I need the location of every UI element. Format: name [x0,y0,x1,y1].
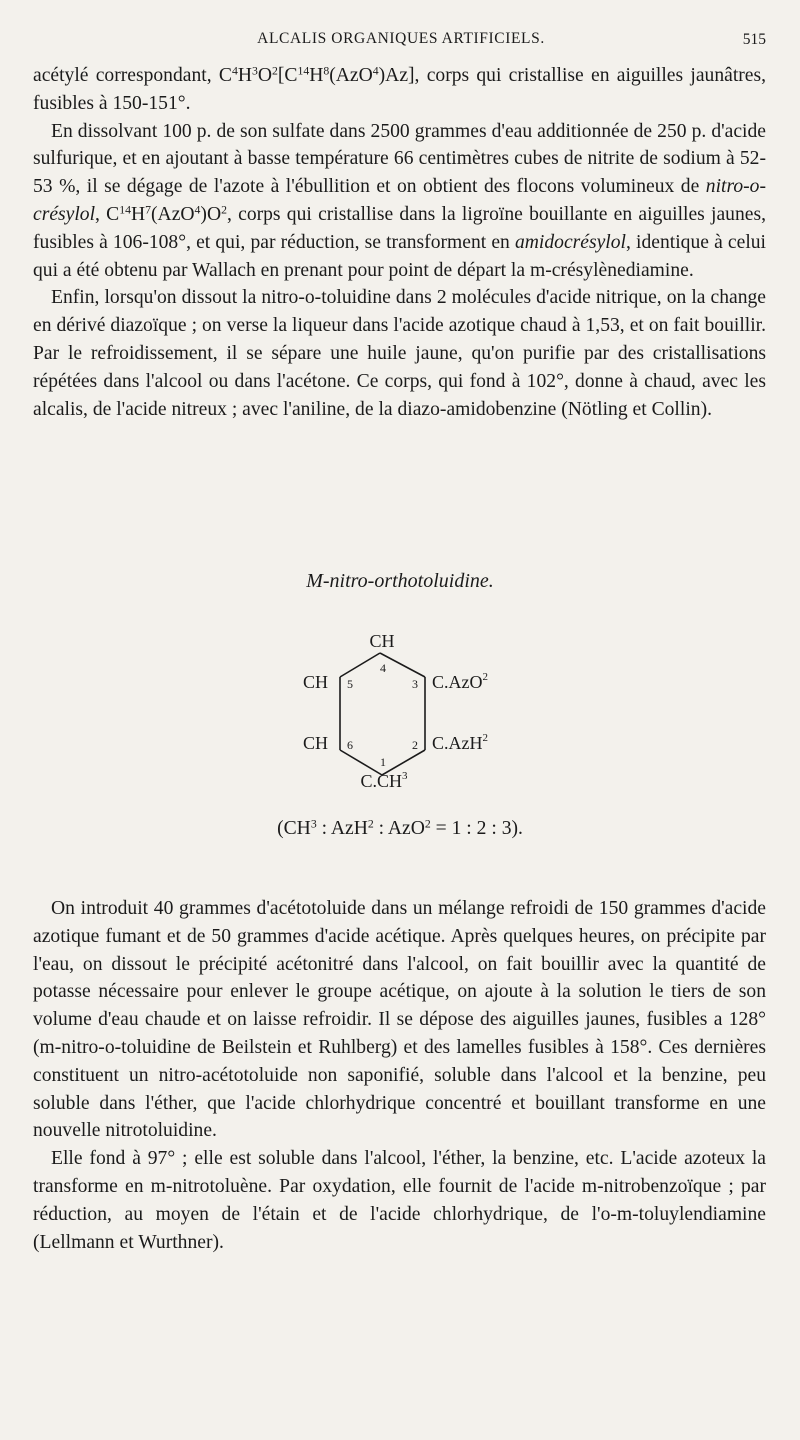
position-number: 2 [412,738,418,752]
ring-bond [340,653,380,677]
structural-formula [0,620,800,810]
position-number: 6 [347,738,353,752]
atom-bottom: $C.CH^3$ [360,770,408,791]
atom-top: CH [369,631,395,651]
text-block-top [33,62,766,423]
position-number: 3 [412,677,418,691]
position-number: 5 [347,677,353,691]
position-number: 4 [380,661,386,675]
section-heading: M-nitro-orthotoluidine. [306,570,494,592]
running-title: ALCALIS ORGANIQUES ARTIFICIELS. [257,30,545,47]
atom-right-lower: C.AzH$^2$ [432,732,488,753]
atom-right-upper: C.AzO$^2$ [432,671,488,692]
paragraph-diazo: Enfin, lorsqu'on dissout la nitro-o-toluidine dans 2 molécules d'acide nitrique, on la change en dérivé diazoïque ; on verse la liqueur dans l'acide azotique chaud à 1,53, et on fait bouillir. Par le refroidissement, il se sépare une huile jaune, qu'on purifie par des cristallisations répétées dans l'alcool ou dans l'acétone. Ce corps, qui fond à 102°, donne à chaud, avec les alcalis, de l'acide nitreux ; avec l'aniline, de la diazo-amidobenzine (Nötling et Collin). [33,287,766,420]
paragraph-nitro-cresylol: En dissolvant 100 p. de son sulfate dans 2500 grammes d'eau additionnée de 250 p. d'acide sulfurique, et en ajoutant à basse température 66 centimètres cubes de nitrite de sodium à 52-53 %, il se dégage de l'azote à l'ébullition et on obtient des flocons volumineux de nitro-o-crésylol, $C^{14}H^7(AzO^4)O^2$, corps qui cristallise dans la ligroïne bouillante en aiguilles jaunes, fusibles à 106-108°, et qui, par réduction, se transforment en amidocrésylol, identique à celui qui a été obtenu par Wallach en prenant pour point de départ la m-crésylènediamine. [33,120,766,281]
page-header [36,30,766,56]
paragraph-properties: Elle fond à 97° ; elle est soluble dans l'alcool, l'éther, la benzine, etc. L'acide azoteux la transforme en m-nitrotoluène. Par oxydation, elle fournit de l'acide m-nitrobenzoïque ; par réduction, au moyen de l'étain et de l'acide chlorhydrique, de l'o-m-toluylendiamine (Lellmann et Wurthner). [33,1148,766,1253]
position-number: 1 [380,755,386,769]
page-number: 515 [742,31,766,48]
text-block-bottom [33,895,766,1256]
ring-bond [380,653,425,677]
formula-ratio: ($CH^3$ : AzH$^2$ : AzO$^2$ = 1 : 2 : 3). [277,817,523,839]
paragraph-preparation: On introduit 40 grammes d'acétotoluide dans un mélange refroidi de 150 grammes d'acide azotique fumant et de 50 grammes d'acide acétique. Après quelques heures, on précipite par l'eau, on dissout le précipité acétonitré dans l'alcool, on fait bouillir avec la quantité de potasse nécessaire pour enlever le groupe acétique, on ajoute à la solution le tiers de son volume d'eau chaude et on laisse refroidir. Il se dépose des aiguilles jaunes, fusibles a 128° (m-nitro-o-toluidine de Beilstein et Ruhlberg) et des lamelles fusibles à 158°. Ces dernières constituent un nitro-acétotoluide non saponifié, soluble dans l'alcool et la benzine, peu soluble dans l'éther, que l'acide chlorhydrique concentré et bouillant transforme en une nouvelle nitrotoluidine. [33,898,766,1142]
atom-left-lower: CH [302,733,328,753]
paragraph-acetyl: acétylé correspondant, $C^4H^3O^2[C^{14}H^8(AzO^4)Az]$, corps qui cristallise en aiguilles jaunâtres, fusibles à 150-151°. [33,64,767,114]
atom-left-upper: CH [302,672,328,692]
